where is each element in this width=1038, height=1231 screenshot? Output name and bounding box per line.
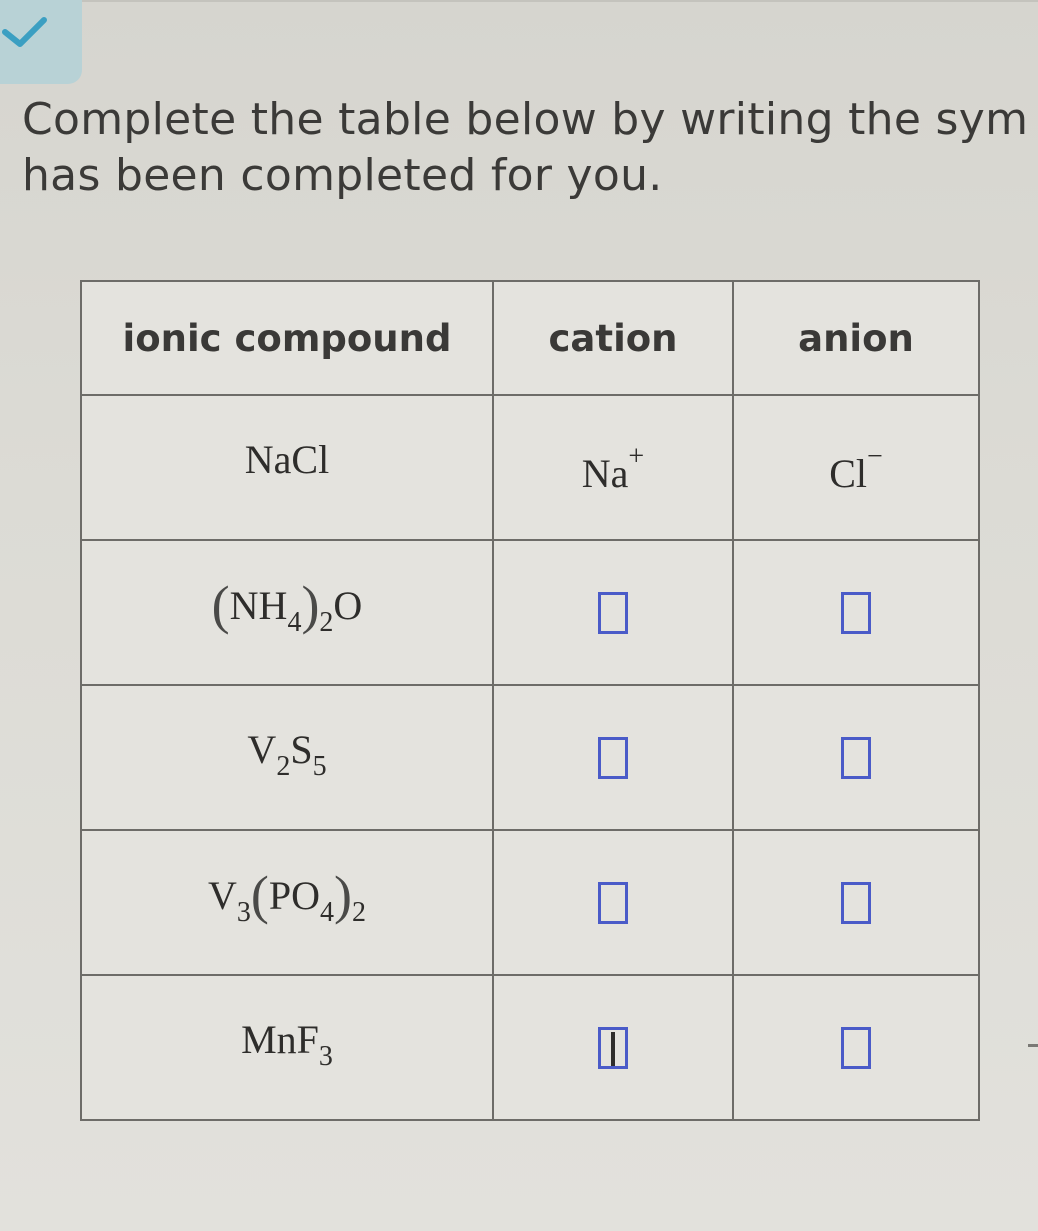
anion-cell (733, 830, 979, 975)
anion-cell (733, 540, 979, 685)
compound-cell (81, 395, 493, 540)
compound-formula (211, 574, 363, 638)
header-cation: cation (493, 281, 733, 395)
table-row (81, 685, 979, 830)
compound-formula (245, 437, 329, 482)
cation-cell (493, 830, 733, 975)
table-header-row (81, 281, 979, 395)
compound-cell (81, 830, 493, 975)
cation-answer-input[interactable] (598, 737, 628, 779)
checkmark-icon (2, 14, 48, 50)
table-row (81, 540, 979, 685)
cation-formula (581, 440, 645, 496)
formula-subscript: 3 (236, 896, 251, 928)
formula-subscript: 4 (320, 896, 335, 928)
formula-part: S (290, 726, 313, 772)
formula-part: PO (268, 872, 321, 918)
collapse-toggle[interactable] (0, 0, 82, 84)
open-paren: ( (250, 864, 269, 925)
compound-formula (241, 1016, 333, 1072)
table-row (81, 830, 979, 975)
anion-answer-input[interactable] (841, 882, 871, 924)
anion-charge: − (867, 440, 883, 472)
compound-cell (81, 975, 493, 1120)
anion-answer-input[interactable] (841, 737, 871, 779)
anion-formula (829, 440, 883, 496)
formula-part: MnF (241, 1016, 319, 1062)
cation-cell (493, 395, 733, 540)
formula-subscript: 4 (287, 606, 302, 638)
compound-cell (81, 685, 493, 830)
compound-formula (247, 726, 327, 782)
cation-answer-input[interactable] (598, 882, 628, 924)
ions-table (80, 280, 980, 1121)
close-paren: ) (334, 864, 352, 925)
top-strip (0, 0, 1038, 2)
formula-text: NaCl (244, 436, 330, 482)
formula-subscript: 5 (312, 750, 327, 782)
cation-charge: + (628, 440, 645, 472)
close-paren: ) (301, 574, 320, 635)
formula-part: V (247, 726, 277, 772)
cation-cell (493, 540, 733, 685)
cation-cell (493, 975, 733, 1120)
formula-part: NH (229, 582, 288, 628)
cation-answer-input[interactable] (598, 592, 628, 634)
instructions-text (22, 92, 1038, 204)
table-row (81, 395, 979, 540)
formula-subscript: 2 (352, 896, 366, 928)
anion-answer-input[interactable] (841, 592, 871, 634)
anion-cell (733, 685, 979, 830)
instructions-line-1: Complete the table below by writing the sym (22, 94, 1029, 145)
anion-cell (733, 395, 979, 540)
cation-answer-input-focused[interactable] (598, 1027, 628, 1069)
header-anion: anion (733, 281, 979, 395)
anion-answer-input[interactable] (841, 1027, 871, 1069)
formula-subscript: 3 (318, 1040, 333, 1072)
formula-subscript: 2 (319, 606, 334, 638)
cation-cell (493, 685, 733, 830)
instructions-line-2: has been completed for you. (22, 150, 663, 201)
table-row (81, 975, 979, 1120)
compound-formula (208, 864, 366, 928)
formula-part: V (208, 872, 237, 918)
formula-subscript: 2 (276, 750, 291, 782)
header-ionic-compound: ionic compound (81, 281, 493, 395)
formula-part: O (333, 582, 363, 628)
compound-cell (81, 540, 493, 685)
edge-mark (1028, 1044, 1038, 1047)
open-paren: ( (211, 574, 230, 635)
anion-symbol: Cl (829, 450, 867, 496)
anion-cell (733, 975, 979, 1120)
cation-symbol: Na (581, 450, 629, 496)
